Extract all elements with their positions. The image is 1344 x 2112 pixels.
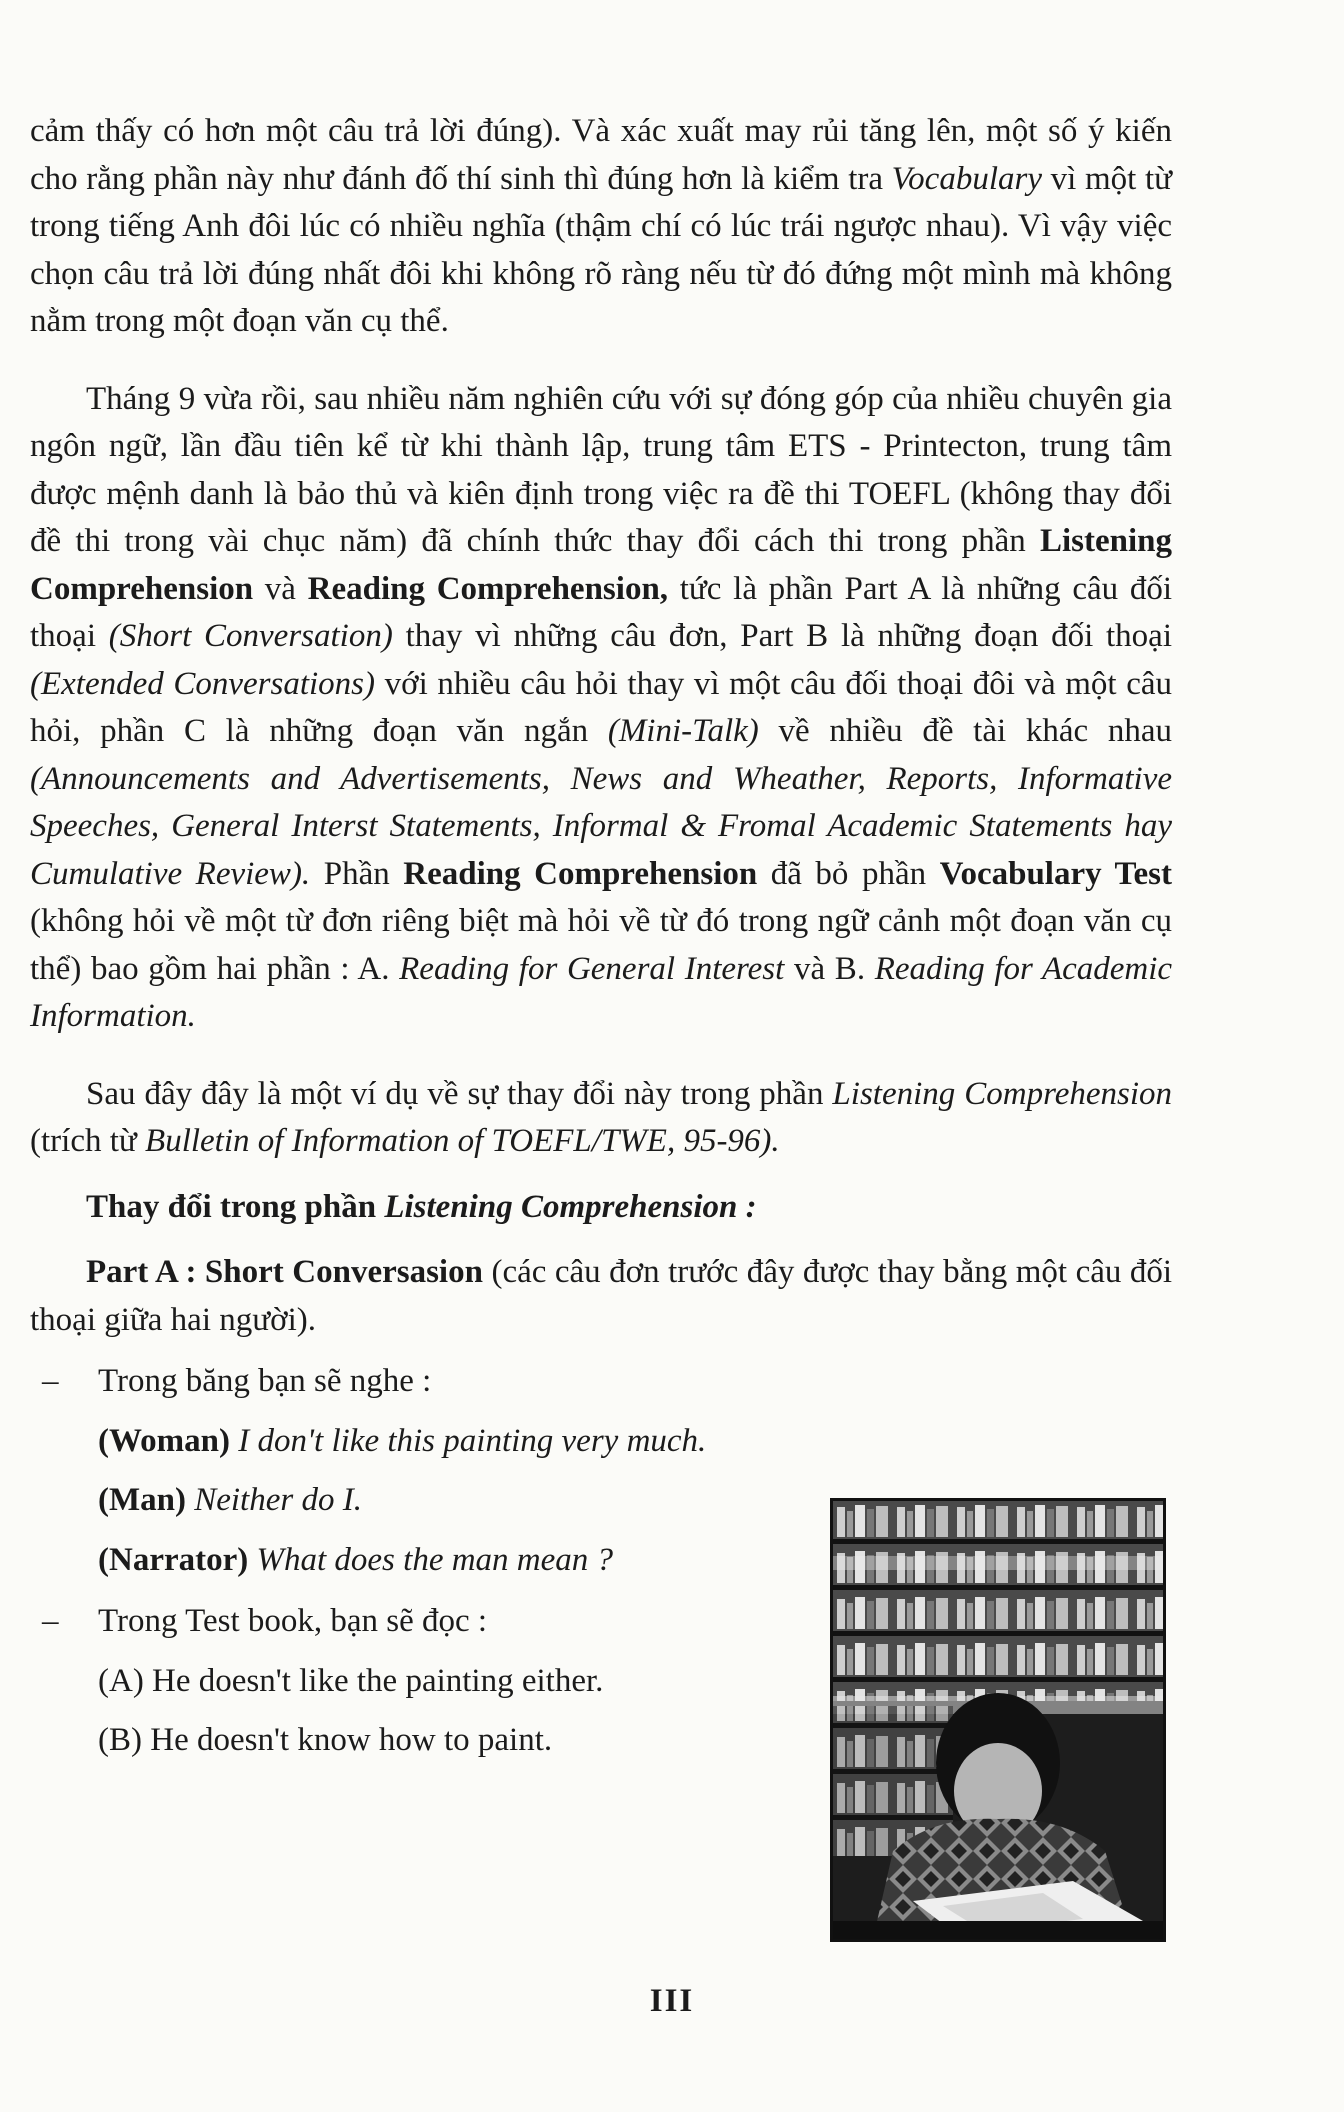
p2-text-o: đã bỏ phần bbox=[770, 855, 927, 892]
woman-line bbox=[30, 1418, 1172, 1466]
term-vocabulary: Vocabulary bbox=[891, 160, 1042, 197]
p2-text-i: với nhiều câu hỏi thay vì một câu đối thoại đôi và một câu hỏi, phần C là những đoạn văn ngắn bbox=[30, 665, 1172, 749]
p3-text-c: (trích từ bbox=[30, 1123, 137, 1159]
term-topics: (Announcements and Advertisements, News and Wheather, Reports, Informative Speeches, General Interst Statements, Informal & Fromal Academic Statements hay Cumulative Review). bbox=[30, 760, 1172, 892]
term-general: Reading for General Interest bbox=[399, 950, 785, 987]
p2-text-c: và bbox=[264, 570, 296, 607]
p2-text-m: Phần bbox=[323, 855, 390, 892]
page-number: III bbox=[649, 1983, 695, 2019]
narrator-label: (Narrator) bbox=[98, 1541, 249, 1578]
term-academic: Reading for Academic Information. bbox=[30, 950, 1173, 1034]
paragraph-1 bbox=[30, 108, 1172, 346]
term-short-conversation: (Short Conversation) bbox=[108, 618, 393, 654]
read-intro: Trong Test book, bạn sẽ đọc : bbox=[98, 1603, 488, 1639]
p2-text-k: về nhiều đề tài khác nhau bbox=[778, 713, 1173, 749]
p2-text-q: (không hỏi về một từ đơn riêng biệt mà hỏi về từ đó trong ngữ cảnh một đoạn văn cụ thể) bao gồm hai phần : A. bbox=[30, 903, 1172, 987]
paragraph-1-text: cảm thấy có hơn một câu trả lời đúng). Và xác xuất may rủi tăng lên, một số ý kiến cho rằng phần này như đánh đố thí sinh thì đúng hơn là kiểm tra bbox=[30, 113, 1172, 197]
student-photo bbox=[830, 1498, 1166, 1942]
narrator-text: What does the man mean ? bbox=[256, 1541, 614, 1578]
section-heading bbox=[30, 1184, 1172, 1232]
p2-text-g: thay vì những câu đơn, Part B là những đoạn đối thoại bbox=[405, 618, 1172, 654]
term-mini-talk: (Mini-Talk) bbox=[607, 713, 759, 749]
option-b-text: (B) He doesn't know how to paint. bbox=[98, 1722, 553, 1758]
paragraph-1-end: vì một từ trong tiếng Anh đôi lúc có nhiều nghĩa (thậm chí có lúc trái ngược nhau). Vì vậy việc chọn câu trả lời đúng nhất đôi khi không rõ ràng nếu từ đó đứng một mình mà không nằm trong một đoạn văn cụ thể. bbox=[30, 160, 1173, 339]
term-reading: Reading Comprehension, bbox=[307, 570, 669, 607]
listen-intro: Trong băng bạn sẽ nghe : bbox=[98, 1363, 432, 1399]
dash-1: – bbox=[42, 1363, 59, 1399]
part-a-title: Part A : Short Conversasion bbox=[86, 1254, 483, 1290]
term-bulletin: Bulletin of Information of TOEFL/TWE, 95-96). bbox=[145, 1123, 780, 1159]
section-heading-italic: Listening Comprehension : bbox=[384, 1188, 757, 1225]
p3-text-a: Sau đây đây là một ví dụ về sự thay đổi này trong phần bbox=[86, 1075, 824, 1112]
p2-text-e: tức là phần Part A là những câu đối thoại bbox=[30, 570, 1172, 654]
section-heading-bold: Thay đổi trong phần bbox=[86, 1188, 377, 1225]
paragraph-3 bbox=[30, 1071, 1172, 1166]
term-reading-2: Reading Comprehension bbox=[403, 855, 758, 892]
paragraph-2 bbox=[30, 376, 1172, 1041]
woman-label: (Woman) bbox=[98, 1422, 230, 1459]
term-extended: (Extended Conversations) bbox=[30, 665, 376, 702]
woman-text: I don't like this painting very much. bbox=[238, 1422, 707, 1459]
part-a bbox=[30, 1249, 1172, 1344]
part-a-desc: (các câu đơn trước đây được thay bằng một câu đối thoại giữa hai người). bbox=[30, 1254, 1173, 1338]
option-a-text: (A) He doesn't like the painting either. bbox=[98, 1662, 604, 1699]
man-label: (Man) bbox=[98, 1482, 186, 1518]
term-vocab-test: Vocabulary Test bbox=[939, 855, 1173, 892]
p2-text-s: và B. bbox=[794, 950, 866, 987]
term-listening-3: Listening Comprehension bbox=[832, 1075, 1172, 1112]
dash-2: – bbox=[42, 1603, 59, 1639]
term-listening: Listening Comprehension bbox=[30, 523, 1172, 607]
man-text: Neither do I. bbox=[194, 1482, 362, 1518]
listen-intro-line bbox=[30, 1358, 1172, 1406]
student-photo-illustration bbox=[833, 1501, 1163, 1939]
p2-text-a: Tháng 9 vừa rồi, sau nhiều năm nghiên cứu với sự đóng góp của nhiều chuyên gia ngôn ngữ, lần đầu tiên kể từ khi thành lập, trung tâm ETS - Printecton, trung tâm được mệnh danh là bảo thủ và kiên định trong việc ra đề thi TOEFL (không thay đổi đề thi trong vài chục năm) đã chính thức thay đổi cách thi trong phần bbox=[30, 380, 1172, 559]
